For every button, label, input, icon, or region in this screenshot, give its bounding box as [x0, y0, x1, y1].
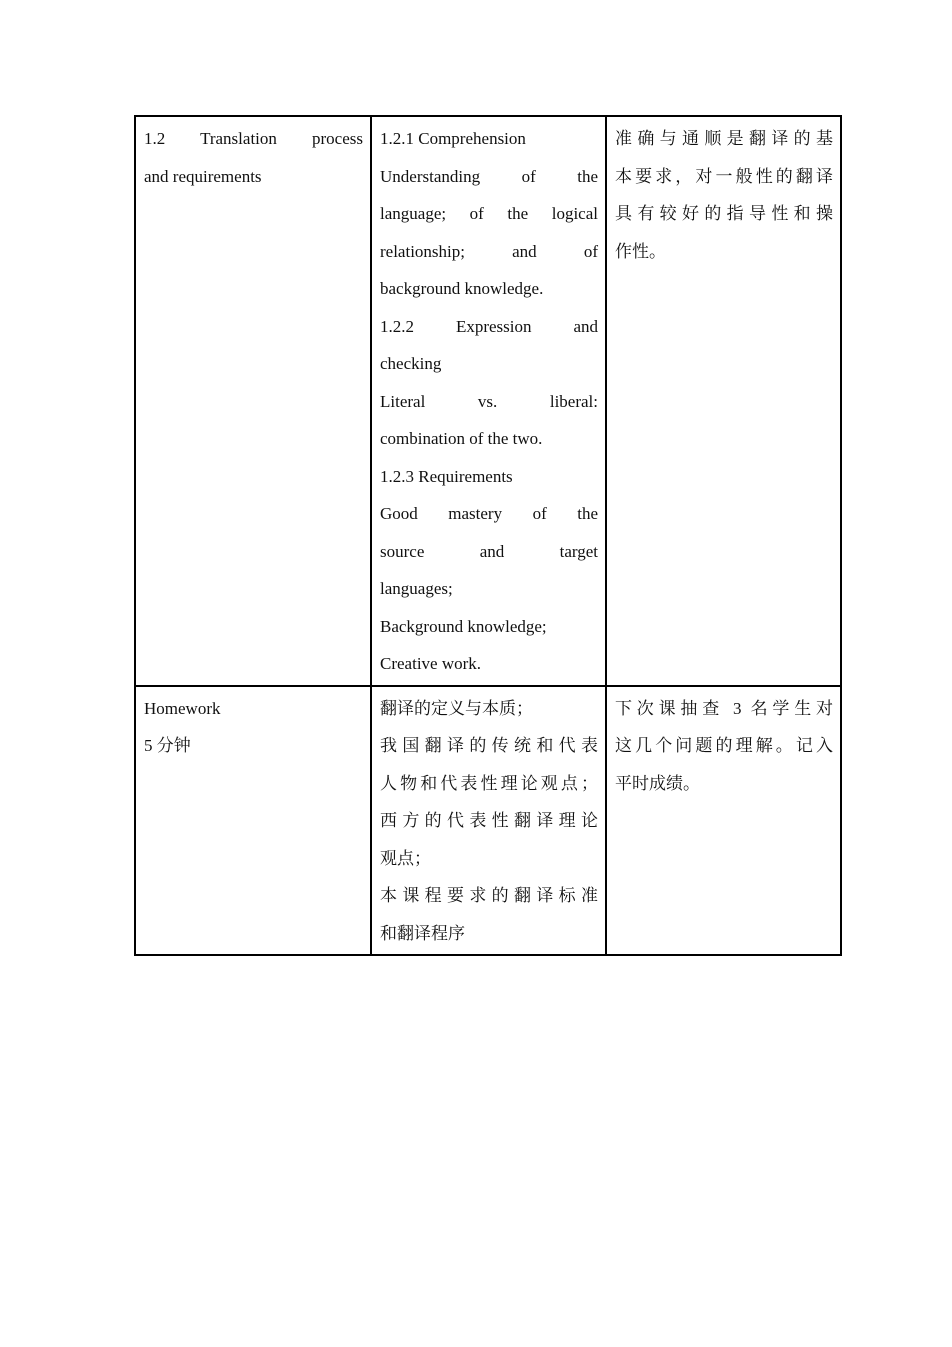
cell-line: combination of the two. — [380, 429, 543, 448]
cell-line: 作性。 — [615, 241, 666, 261]
cell-line: 1.2.3 Requirements — [380, 466, 513, 486]
cell-line: 和翻译程序 — [380, 923, 465, 943]
cell-line: relationship; and of — [380, 241, 598, 261]
table-cell-notes — [606, 116, 841, 686]
cell-line: 具有较好的指导性和操 — [615, 204, 833, 223]
cell-line: 翻译的定义与本质； — [380, 698, 533, 718]
cell-line: Creative work. — [380, 654, 482, 673]
table-row-homework — [135, 686, 841, 956]
cell-line: 这几个问题的理解。记入 — [615, 736, 833, 755]
table-cell-topic — [135, 116, 371, 686]
cell-line: 我国翻译的传统和代表 — [380, 736, 598, 755]
cell-line: 准确与通顺是翻译的基 — [615, 129, 833, 148]
cell-line: 平时成绩。 — [615, 773, 700, 793]
cell-line: language; of the logical — [380, 204, 598, 223]
cell-line: Understanding of the — [380, 166, 598, 186]
cell-line: 5 分钟 — [144, 736, 191, 755]
cell-line: Literal vs. liberal: — [380, 391, 598, 411]
cell-line: 1.2 Translation process — [144, 129, 363, 148]
cell-line: Background knowledge; — [380, 616, 547, 636]
cell-line: 西方的代表性翻译理论 — [380, 811, 598, 830]
cell-line: 1.2.2 Expression and — [380, 316, 598, 336]
cell-line: 本课程要求的翻译标准 — [380, 886, 598, 905]
cell-line: checking — [380, 354, 442, 373]
cell-line: 人物和代表性理论观点； — [380, 773, 598, 793]
cell-line: Good mastery of the — [380, 504, 598, 523]
cell-line: source and target — [380, 541, 598, 561]
table-cell-content — [371, 686, 606, 956]
table-cell-notes — [606, 686, 841, 956]
cell-line: 本要求，对一般性的翻译 — [615, 166, 833, 186]
cell-line: languages; — [380, 579, 453, 598]
cell-line: background knowledge. — [380, 279, 544, 298]
cell-line: and requirements — [144, 166, 262, 186]
cell-line: 观点； — [380, 848, 431, 868]
table-cell-topic — [135, 686, 371, 956]
cell-line: Homework — [144, 698, 221, 718]
cell-line: 下次课抽查 3 名学生对 — [615, 698, 833, 718]
cell-line: 1.2.1 Comprehension — [380, 129, 526, 148]
table-cell-content — [371, 116, 606, 686]
table-row-translation-process — [135, 116, 841, 686]
document-table — [134, 115, 842, 956]
